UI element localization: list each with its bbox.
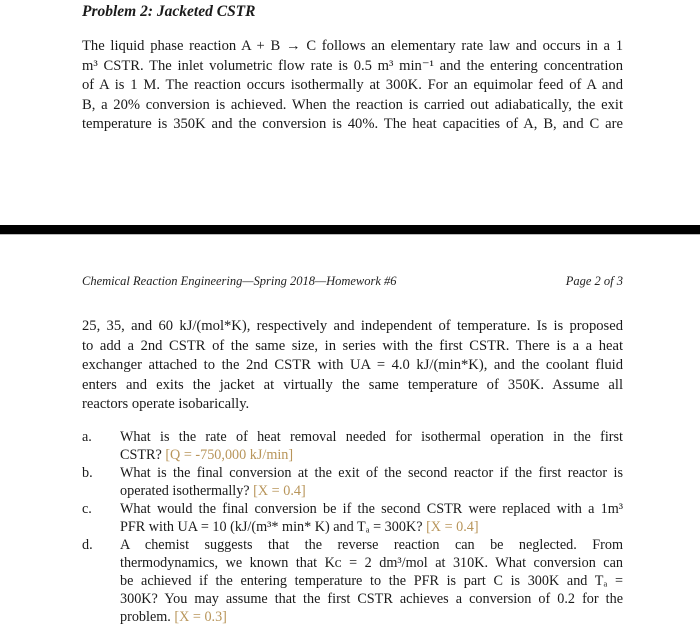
question-item (82, 428, 623, 464)
text-line: reactors operate isobarically. (82, 396, 250, 412)
question-line (120, 536, 623, 554)
question-text: What would the final conversion be if the second CSTR were replaced with a 1m³ (120, 501, 623, 517)
question-line (120, 428, 623, 446)
page-break-band (0, 225, 700, 234)
question-item (82, 536, 623, 626)
question-text: What is the final conversion at the exit of the second reactor if the first reactor is (120, 465, 623, 481)
question-letter: d. (82, 537, 93, 553)
question-text: 300K? You may assume that the first CSTR achieves a conversion of 0.2 for the (120, 591, 623, 607)
question-line (120, 446, 623, 464)
answer-text: [X = 0.4] (253, 483, 306, 499)
answer-text: [X = 0.3] (174, 609, 227, 625)
continuation-paragraph (82, 317, 623, 415)
answer-text: [Q = -750,000 kJ/min] (165, 447, 294, 463)
question-line (120, 500, 623, 518)
question-text: be achieved if the entering temperature to the PFR is part C is 300K and Tₐ = (120, 573, 623, 589)
question-item (82, 500, 623, 536)
problem-title: Problem 2: Jacketed CSTR (82, 3, 256, 20)
text-line: to add a 2nd CSTR of the same size, in series with the first CSTR. There is a a heat (82, 337, 623, 354)
question-line (120, 554, 623, 572)
question-text: operated isothermally? (120, 483, 250, 499)
question-line (120, 482, 623, 500)
answer-text: [X = 0.4] (426, 519, 479, 535)
intro-paragraph (82, 37, 623, 135)
question-line (120, 464, 623, 482)
question-letter: a. (82, 429, 92, 445)
question-list (82, 428, 623, 626)
question-text: PFR with UA = 10 (kJ/(m³* min* K) and Tₐ = 300K? (120, 519, 423, 535)
question-text: problem. (120, 609, 171, 625)
question-line (120, 608, 623, 626)
text-line: B, a 20% conversion is achieved. When the reaction is carried out adiabatically, the exit (82, 96, 623, 113)
text-line: temperature is 350K and the conversion is 40%. The heat capacities of A, B, and C are (82, 116, 623, 132)
question-text: A chemist suggests that the reverse reaction can be neglected. From (120, 537, 623, 553)
text-line: of A is 1 M. The reaction occurs isothermally at 300K. For an equimolar feed of A and (82, 77, 623, 93)
question-text: What is the rate of heat removal needed for isothermal operation in the first (120, 429, 623, 445)
question-line (120, 590, 623, 608)
question-item (82, 464, 623, 500)
text-line: m³ CSTR. The inlet volumetric flow rate is 0.5 m³ min⁻¹ and the entering concentration (82, 57, 623, 74)
text-line: enters and exits the jacket at virtually the same temperature of 350K. Assume all (82, 376, 623, 393)
text-line: The liquid phase reaction A + B → C follows an elementary rate law and occurs in a 1 (82, 38, 623, 54)
question-letter: c. (82, 501, 92, 517)
question-line (120, 518, 623, 536)
question-line (120, 572, 623, 590)
question-text: thermodynamics, we known that Kᴄ = 2 dm³/mol at 310K. What conversion can (120, 555, 623, 571)
text-line: exchanger attached to the 2nd CSTR with UA = 4.0 kJ/(min*K), and the coolant fluid (82, 357, 623, 373)
course-header: Chemical Reaction Engineering—Spring 2018—Homework #6 (82, 274, 397, 288)
question-letter: b. (82, 465, 93, 481)
page-break-shadow (0, 234, 700, 235)
page-number: Page 2 of 3 (565, 274, 623, 288)
question-text: CSTR? (120, 447, 162, 463)
text-line: 25, 35, and 60 kJ/(mol*K), respectively and independent of temperature. Is is proposed (82, 318, 623, 334)
